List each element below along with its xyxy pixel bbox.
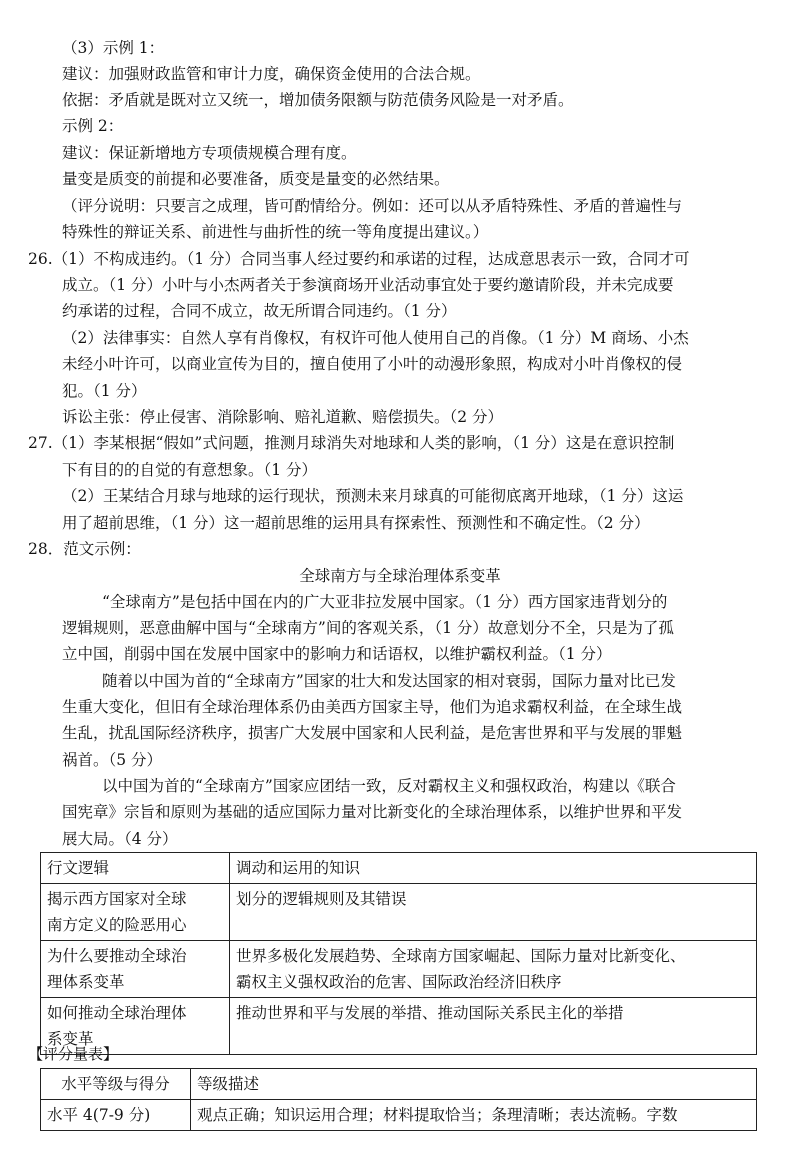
table-row xyxy=(41,884,757,941)
essay-line: 生乱，扰乱国际经济秩序，损害广大发展中国家和人民利益，是危害世界和平与发展的罪魁 xyxy=(62,724,683,742)
table-header-cell: 等级描述 xyxy=(191,1069,757,1100)
q26-line: 诉讼主张：停止侵害、消除影响、赔礼道歉、赔偿损失。（2 分） xyxy=(62,408,504,426)
scoring-note-line: 特殊性的辩证关系、前进性与曲折性的统一等角度提出建议。） xyxy=(62,223,489,241)
q26-line: 犯。（1 分） xyxy=(62,382,147,400)
table-row xyxy=(41,941,757,998)
table-header-cell: 行文逻辑 xyxy=(41,853,230,884)
cell-line: 系变革 xyxy=(47,1030,94,1048)
table-header-row xyxy=(41,1069,757,1100)
cell-line: 划分的逻辑规则及其错误 xyxy=(236,890,407,908)
suggestion-line: 建议：保证新增地方专项债规模合理有度。 xyxy=(62,144,357,162)
q26-line: 未经小叶许可，以商业宣传为目的，擅自使用了小叶的动漫形象照，构成对小叶肖像权的侵 xyxy=(62,355,683,373)
essay-line: 展大局。（4 分） xyxy=(62,830,178,848)
q27-line: 27.（1）李某根据“假如”式问题，推测月球消失对地球和人类的影响，（1 分）这是在意识控制 xyxy=(28,434,675,452)
rubric-table xyxy=(40,1068,757,1131)
basis-line: 量变是质变的前提和必要准备，质变是量变的必然结果。 xyxy=(62,170,450,188)
writing-logic-table xyxy=(40,852,757,1055)
q26-line: （2）法律事实：自然人享有肖像权，有权许可他人使用自己的肖像。（1 分）M 商场、小杰 xyxy=(62,329,689,347)
essay-line: 随着以中国为首的“全球南方”国家的壮大和发达国家的相对衰弱，国际力量对比已发 xyxy=(102,672,676,690)
rubric-label: 【评分量表】 xyxy=(28,1045,119,1063)
table-row xyxy=(41,1100,757,1131)
level-cell: 水平 4(7-9 分) xyxy=(41,1100,191,1131)
knowledge-cell xyxy=(230,941,757,998)
essay-line: 立中国，削弱中国在发展中国家中的影响力和话语权，以维护霸权利益。（1 分） xyxy=(62,645,612,663)
cell-line: 南方定义的险恶用心 xyxy=(47,916,187,934)
knowledge-cell xyxy=(230,998,757,1055)
q26-line: 26.（1）不构成违约。（1 分）合同当事人经过要约和承诺的过程，达成意思表示一致，合同才可 xyxy=(28,250,690,268)
example-1-heading: （3）示例 1： xyxy=(62,39,165,57)
q27-line: 用了超前思维，（1 分）这一超前思维的运用具有探索性、预测性和不确定性。（2 分） xyxy=(62,514,650,532)
suggestion-line: 建议：加强财政监管和审计力度，确保资金使用的合法合规。 xyxy=(62,65,481,83)
cell-line: 为什么要推动全球治 xyxy=(47,947,187,965)
table-row xyxy=(41,998,757,1055)
example-2-heading: 示例 2： xyxy=(62,117,124,135)
knowledge-cell xyxy=(230,884,757,941)
q26-line: 约承诺的过程，合同不成立，故无所谓合同违约。（1 分） xyxy=(62,302,457,320)
q27-line: 下有目的的自觉的有意想象。（1 分） xyxy=(62,461,318,479)
q28-heading: 28．范文示例： xyxy=(28,540,141,558)
essay-line: 以中国为首的“全球南方”国家应团结一致，反对霸权主义和强权政治，构建以《联合 xyxy=(102,777,676,795)
essay-line: 逻辑规则，恶意曲解中国与“全球南方”间的客观关系，（1 分）故意划分不全，只是为了孤 xyxy=(62,619,674,637)
logic-cell xyxy=(41,941,230,998)
cell-line: 理体系变革 xyxy=(47,973,125,991)
cell-line: 世界多极化发展趋势、全球南方国家崛起、国际力量对比新变化、 xyxy=(236,947,686,965)
essay-line: 生重大变化，但旧有全球治理体系仍由美西方国家主导，他们为追求霸权利益，在全球生战 xyxy=(62,698,683,716)
scoring-note-line: （评分说明：只要言之成理，皆可酌情给分。例如：还可以从矛盾特殊性、矛盾的普遍性与 xyxy=(62,197,683,215)
q27-line: （2）王某结合月球与地球的运行现状，预测未来月球真的可能彻底离开地球，（1 分）这运 xyxy=(62,487,684,505)
essay-title: 全球南方与全球治理体系变革 xyxy=(299,567,501,585)
table-header-cell: 水平等级与得分 xyxy=(41,1069,191,1100)
description-cell: 观点正确；知识运用合理；材料提取恰当；条理清晰；表达流畅。字数 xyxy=(191,1100,757,1131)
table-header-cell: 调动和运用的知识 xyxy=(230,853,757,884)
basis-line: 依据：矛盾就是既对立又统一，增加债务限额与防范债务风险是一对矛盾。 xyxy=(62,91,574,109)
essay-line: 国宪章》宗旨和原则为基础的适应国际力量对比新变化的全球治理体系，以维护世界和平发 xyxy=(62,803,683,821)
table-header-row xyxy=(41,853,757,884)
cell-line: 揭示西方国家对全球 xyxy=(47,890,187,908)
cell-line: 霸权主义强权政治的危害、国际政治经济旧秩序 xyxy=(236,973,562,991)
logic-cell xyxy=(41,884,230,941)
essay-line: “全球南方”是包括中国在内的广大亚非拉发展中国家。（1 分）西方国家违背划分的 xyxy=(102,593,668,611)
essay-line: 祸首。（5 分） xyxy=(62,751,163,769)
cell-line: 推动世界和平与发展的举措、推动国际关系民主化的举措 xyxy=(236,1004,624,1022)
cell-line: 如何推动全球治理体 xyxy=(47,1004,187,1022)
q26-line: 成立。（1 分）小叶与小杰两者关于参演商场开业活动事宜处于要约邀请阶段，并未完成要 xyxy=(62,276,674,294)
